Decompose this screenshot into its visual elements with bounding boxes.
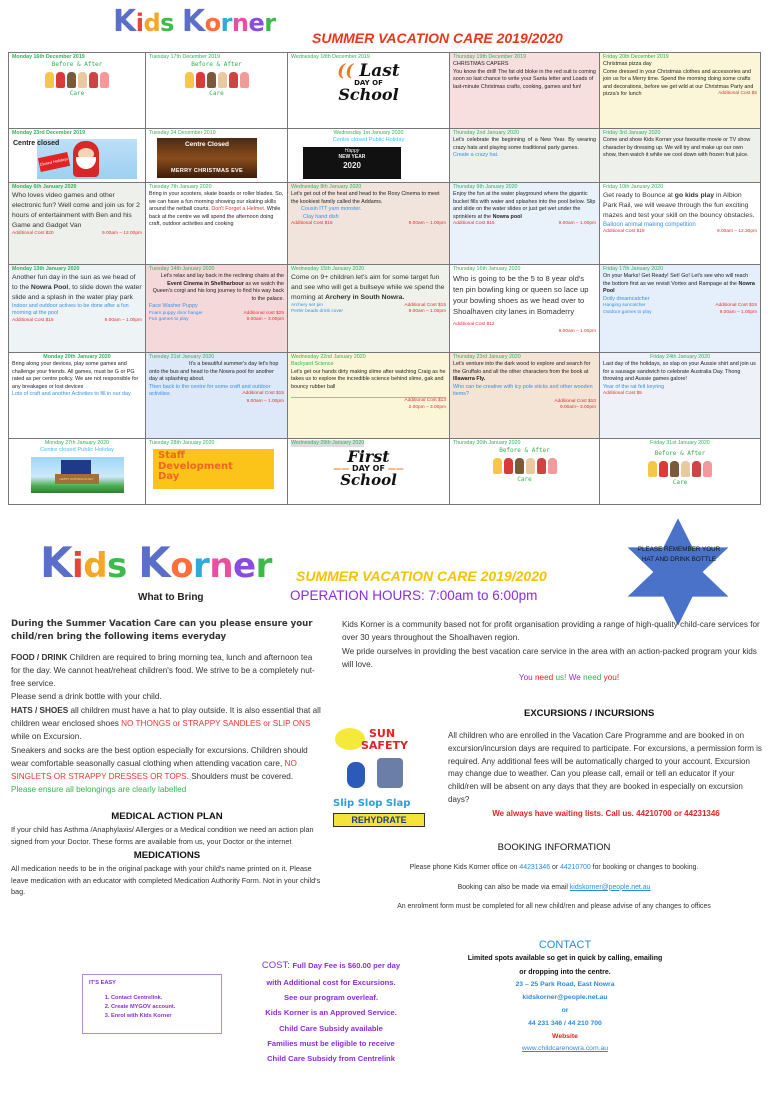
calendar-week-3 (9, 183, 761, 265)
day-cell (288, 265, 450, 353)
day-date: Monday 23rd December 2019 (12, 130, 86, 136)
merry-christmas-eve-image: Centre Closed MERRY CHRISTMAS EVE (157, 138, 257, 178)
day-cell (9, 353, 146, 439)
day-cell (146, 129, 288, 183)
activity-description: Bring along your devices, play some games and challenge your friends. All games, must be G or PG rated as per centre policy. We are not responsible for any breakages or lost devices (12, 361, 139, 390)
activity-description: Let's relax and lay back in the reclining chairs at the Event Cinema in Shellharbour as we watch the Queen's corgi and his long journey to find his way back to the palace. (152, 273, 284, 302)
craft-activity: Cousin ITT yarn monster. (301, 206, 362, 213)
day-date: Friday 10th January 2020 (603, 184, 664, 190)
day-cell (9, 265, 146, 353)
activity-description: Let's get out of the heat and head to the Roxy Cinema to meet the kookiest family called the Addams. (291, 191, 440, 205)
day-date: Tuesday 14th January 2020 (149, 266, 215, 272)
clothing-paragraph: Sneakers and socks are the best option especially for excursions. Children should wear comfortable seasonally casual clothing when attending vacation care, NO SINGLETS OR STRAPPY DRESSES OR TOPS. Shoulders must be covered. (11, 745, 308, 782)
day-cell (288, 439, 450, 505)
day-date: Monday 16th December 2019 (12, 54, 85, 60)
craft-activity: Who can be creative with icy pole sticks and other wooden items? (453, 383, 593, 398)
calendar-week-6 (9, 439, 761, 505)
craft-activity: Clay hand dish (303, 213, 339, 220)
day-cell (146, 353, 288, 439)
cost-info (240, 956, 422, 1066)
day-date: Wednesday 1st January 2020 (333, 130, 404, 136)
day-date: Monday 13th January 2020 (12, 266, 80, 272)
time-range: 9.00am – 1.00pm (558, 329, 596, 335)
activity-description: Come on 9+ children let's aim for some target fun and see who will get a bullseye while we spend the morning at Archery in South Nowra. (291, 274, 445, 301)
day-date: Thursday 23rd January 2020 (453, 354, 521, 360)
craft-activity: Indoor and outdoor actives to be done after a fun morning at the pool (12, 302, 129, 317)
craft-activity: Doily dreamcatcher (603, 295, 650, 302)
day-cell (450, 353, 600, 439)
day-cell (600, 129, 761, 183)
day-date: Friday 24th January 2020 (649, 354, 711, 360)
calendar-week-4 (9, 265, 761, 353)
cost-time-row: Additional Cost $18 9.00am – 1.00pm (291, 221, 446, 227)
staff-development-day-image: Staff Development Day (153, 449, 274, 489)
food-drink-paragraph: FOOD / DRINK Children are required to bring morning tea, lunch and afternoon tea for the day. We cannot heat/reheat children's food. We strive to be a completely nut-free service. (11, 652, 315, 689)
page2-info (0, 540, 768, 1094)
cost-line: Child Care Subsidy from Centrelink (267, 1053, 395, 1063)
time-row: Outdoor games to play 9.00am – 1.00pm (603, 309, 757, 315)
enrol-steps (89, 994, 215, 1021)
activity-description: Enjoy the fun at the water playground where the gigantic bucket fills with water and splashes into the pool below. Slip and slide on the water slides or just get wet under the sprinklers at the Nowra pool (453, 191, 596, 220)
intro-text: During the Summer Vacation Care can you please ensure your child/ren bring the following items everyday (11, 619, 313, 643)
hat-bottle-reminder: PLEASE REMEMBER YOUR HAT AND DRINK BOTTLE (637, 546, 721, 563)
time-row: Perler beads drink cover 9.00am – 1.00pm (291, 309, 446, 315)
cost-time-row: Additional Cost $15 9.00am – 1.00pm (453, 221, 596, 227)
helmet-warning: Don't Forget a Helmet. (211, 206, 266, 213)
additional-cost: Additional Cost $13 (404, 397, 446, 403)
waiting-list-note: We always have waiting lists. Call us. 44210700 or 44231346 (492, 808, 720, 818)
day-date: Monday 27th January 2020 (44, 440, 110, 446)
excursions-heading: EXCURSIONS / INCURSIONS (524, 708, 655, 719)
day-date: Thursday 9th January 2020 (453, 184, 518, 190)
cost-line: Kids Korner is an Approved Service. (265, 1008, 397, 1018)
drink-bottle-text: Please send a drink bottle with your child. (11, 692, 162, 702)
enrol-step: 2. Create MYGOV account. (111, 1003, 215, 1012)
email-link[interactable]: kidskorner@people.net.au (569, 883, 651, 891)
contact-text: or dropping into the centre. (519, 968, 611, 976)
calendar-week-5 (9, 353, 761, 439)
cost-line: Child Care Subsidy available (279, 1023, 383, 1033)
medical-action-plan-text: If your child has Asthma /Anaphylaxis/ Allergies or a Medical condition we need an action plan signed from your Doctor. These forms are available from us, your Doctor or the internet (11, 825, 314, 846)
santa-image: Closed Holidays (37, 139, 137, 179)
contact-text: Limited spots available so get in quick by calling, emailing (467, 955, 663, 963)
activity-description: Another fun day in the sun as we head of to the Nowra Pool, to slide down the water slide and a splash in the water play park (12, 274, 142, 301)
pride-text: We pride ourselves in providing the best vacation care service in the area with an action-packed program your kids will love. (342, 646, 757, 669)
day-cell (288, 53, 450, 129)
contact-section (450, 938, 680, 1056)
day-cell (288, 183, 450, 265)
activity-description: Bring in your scooters, skate boards or roller blades. So, we can have a fun morning showing our skating skills around the netball courts. Don't Forget a Helmet. While back at the centre we will spend the afternoon doing craft, outdoor activities and cooking (149, 191, 284, 228)
day-date: Thursday 19th December 2019 (453, 54, 527, 60)
craft-activity: Lots of craft and another Activities to fill in our day. (12, 391, 132, 398)
public-holiday-note: Centre closed Public Holiday (39, 447, 115, 454)
enrol-step: 3. Enrol with Kids Korner (111, 1012, 215, 1021)
before-after-school-care-image: Before & After Care (12, 61, 142, 98)
additional-cost: Additional Cost $5 (718, 91, 757, 97)
activity-heading: CHRISTMAS CAPERS (453, 61, 509, 68)
day-cell (600, 265, 761, 353)
contact-or: or (561, 1006, 569, 1014)
day-date: Friday 31st January 2020 (650, 440, 710, 446)
first-day-of-school-image: First —— DAY OF —— School (333, 447, 404, 490)
day-date: Friday 20th December 2019 (603, 54, 669, 60)
day-cell (450, 129, 600, 183)
cost-time-row: Additional Cost $18 9.00am – 12.30pm (603, 229, 757, 235)
booking-email-text: Booking can also be made via email kidskorner@people.net.au (457, 883, 651, 891)
activity-description: Who is going to be the 5 to 8 year old's ten pin bowling king or queen so lace up your bowling shoes as we head over to Shoalhaven city lanes in Bomaderry Additional Cost $12 (453, 274, 589, 328)
activity-description: It's a beautiful summer's day let's hop onto the bus and head to the Nowra pool for another day at splashing about. (149, 361, 279, 383)
day-date: Wednesday 22nd January 2020 (291, 354, 366, 360)
activity-description: Get ready to Bounce at go kids play in Albion Park Rail, we will weave through the fun exciting mazes and test your skill on the bouncy obstacles. (603, 192, 755, 219)
time-range: 9.00am– 3.00pm (559, 405, 596, 411)
public-holiday-note: Centre closed Public Holiday (332, 137, 405, 144)
australia-day-image: HAPPY AUSTRALIA DAY (31, 457, 124, 493)
happy-new-year-image: Happy NEW YEAR 2020 (303, 147, 401, 179)
enrol-step: 1. Contact Centrelink. (111, 994, 215, 1003)
day-date: Thursday 2nd January 2020 (453, 130, 519, 136)
what-to-bring-heading: What to Bring (138, 592, 204, 603)
what-to-bring-section (11, 618, 323, 898)
day-cell (600, 53, 761, 129)
reminder-star-icon (622, 516, 734, 628)
activity-description: Come and show Kids Korner your favourite movie or TV show character by dressing up. We will try and make up our own show, then watch it while we cool down with frozen fruit juice. (603, 137, 751, 159)
additional-cost: Additional Cost $10 (554, 398, 596, 404)
day-date: Friday 17th January 2020 (603, 266, 664, 272)
booking-phone-text: Please phone Kids Korner office on 44231346 or 44210700 for booking or changes to booking. (409, 864, 699, 871)
day-date: Thursday 16th January 2020 (453, 266, 521, 272)
about-text: Kids Korner is a community based not for profit organisation providing a range of high-quality child-care services for over 30 years throughout the Shoalhaven region. (342, 620, 760, 643)
time-row: Fun games to play 9.00am – 3.00pm (149, 317, 284, 323)
operation-hours: OPERATION HOURS: 7:00am to 6:00pm (290, 588, 538, 603)
booking-heading: BOOKING INFORMATION (497, 842, 611, 853)
medications-text: All medication needs to be in the original package with your child's name printed on it. Please leave medication with an educator with completed Medication Authority Form. Not in your child's bag. (11, 864, 321, 897)
craft-cost-line: Then back to the centre for some craft and outdoor activities Additional Cost $15 (149, 383, 284, 398)
hats-shoes-paragraph: HATS / SHOES all children must have a hat to play outside. It is also essential that all children wear enclosed shoes NO THONGS or STRAPPY SANDLES or SLIP ONS while on Excursion. (11, 705, 321, 742)
cost-line: See our program overleaf. (283, 993, 379, 1003)
craft-activity: Balloon animal making competition (603, 221, 696, 228)
day-cell (450, 265, 600, 353)
time-range: 9.00am – 1.00pm (246, 398, 284, 404)
activity-description: On your Marks! Get Ready! Set! Go! Let's see who will reach the bottom first as we revisit Vortex and Rampage at the Nowra Pool (603, 273, 755, 295)
its-easy-title: IT'S EASY (89, 980, 116, 986)
day-date: Wednesday 8th January 2020 (291, 184, 362, 190)
day-cell (600, 439, 761, 505)
kids-korner-logo: Kids Korner (113, 4, 276, 39)
page2-title: SUMMER VACATION CARE 2019/2020 (296, 568, 547, 584)
website-label: Website (552, 1032, 578, 1040)
day-cell (288, 129, 450, 183)
day-date: Monday 6th January 2020 (12, 184, 77, 190)
you-need-us-slogan: You need us! We need you! (518, 673, 620, 683)
medications-heading: MEDICATIONS (133, 849, 201, 861)
page-title: SUMMER VACATION CARE 2019/2020 (312, 30, 563, 46)
cost-row: Foam puppy door hanger Additional cost $25 (149, 310, 284, 316)
day-date: Monday 20th January 2020 (43, 354, 111, 360)
sun-safety-image: SUN SAFETY Slip Slop Slap REHYDRATE (333, 726, 425, 834)
day-date: Tuesday 21st January 2020 (149, 354, 215, 360)
its-easy-box (82, 974, 222, 1034)
cost-time-row: Additional Cost $20 9.00am – 12.00pm (12, 230, 142, 236)
activity-description: Come dressed in your Christmas clothes and accessories and join us for a Merry time. Spend the morning doing some crafts and decorations, before we get wild at our Christmas Party and pizza's for lunch Additional Cost $5 (603, 68, 757, 98)
cost-row: Hanging suncatcher Additional Cost $15 (603, 303, 757, 309)
contact-heading: CONTACT (538, 939, 592, 951)
day-cell (9, 129, 146, 183)
day-cell (146, 53, 288, 129)
cost-first-line: COST: Full Day Fee is $60.00 per day (261, 960, 401, 971)
activity-description: Last day of the holidays, so slap on your Aussie shirt and join us for a sausage sandwich to celebrate Australia Day. Thong throwing and Aussie games galore! (603, 361, 756, 383)
cost-line: Families must be eligible to receive (267, 1038, 395, 1048)
day-cell (146, 183, 288, 265)
contact-phones[interactable]: 44 231 346 / 44 210 700 (528, 1019, 602, 1027)
day-cell (9, 53, 146, 129)
about-section (342, 618, 760, 684)
day-cell (9, 183, 146, 265)
excursions-text: All children who are enrolled in the Vacation Care Programme and are booked in on excursion/incursion days are required to participate. For excursions, a permission form is required. Any additional fees will be automatically charged to your account. Excursion may change due to weather. Can you please call, email or tell an educator if your child/ren will be absent on any days that they are booked in especially on excursion days? (448, 731, 762, 804)
calendar-week-1 (9, 53, 761, 129)
day-cell (288, 353, 450, 439)
activity-description: You know the drill! The fat old bloke in the red suit is coming soon so last chance to write your Santa letter and Loads of last-minute Christmas crafts, cooking, games and fun! (453, 68, 596, 90)
last-day-of-school-image: (( Last DAY OF School (337, 61, 400, 105)
day-date: Wednesday 15th January 2020 (291, 266, 365, 272)
medical-action-plan-heading: MEDICAL ACTION PLAN (111, 810, 223, 822)
day-date: Tuesday 24 December 2019 (149, 130, 216, 136)
vacation-calendar (8, 52, 761, 505)
day-cell (450, 183, 600, 265)
day-cell (600, 353, 761, 439)
additional-cost: Additional Cost $12 (453, 322, 495, 328)
day-date: Wednesday 29th January 2020 (291, 440, 365, 446)
cost-row: Archery set pin Additional Cost $15 (291, 302, 446, 308)
time-range: 2.00pm – 3.00pm (408, 404, 446, 410)
enrolment-note: An enrolment form must be completed for all new child/ren and please advise of any changes to offices (397, 903, 711, 911)
cost-line: with Additional cost for Excursions. (266, 978, 396, 987)
day-date: Tuesday 17th December 2019 (149, 54, 221, 60)
website-link[interactable]: www.childcarenowra.com.au (521, 1045, 609, 1053)
activity-description: Let's venture into the dark wood to explore and search for the Gruffalo and all the other characters from the book at Illawarra Fly. (453, 361, 591, 383)
craft-activity: Face Washer Puppy (149, 303, 198, 310)
before-after-school-care-image: Before & After Care (149, 61, 284, 98)
day-cell (600, 183, 761, 265)
day-date: Friday 3rd January 2020 (603, 130, 661, 136)
kids-korner-logo: Kids Korner (40, 538, 272, 587)
day-cell (450, 439, 600, 505)
additional-cost: Additional Cost $5 (603, 391, 642, 397)
calendar-week-2 (9, 129, 761, 183)
day-date: Tuesday 7th January 2020 (149, 184, 212, 190)
activity-description: Who loves video games and other electronic fun? Well come and join us for 2 hours of entertainment with Ben and his Game and Gadget Van (12, 192, 140, 229)
phone-link[interactable]: 44231346 (519, 864, 551, 871)
phone-link[interactable]: 44210700 (560, 864, 591, 871)
day-cell (146, 265, 288, 353)
excursions-section (448, 730, 764, 821)
day-date: Thursday 30th January 2020 (453, 440, 521, 446)
cost-time-row: Additional Cost $15 9.00am – 1.00pm (12, 317, 142, 323)
day-date: Wednesday 18th December 2019 (291, 54, 370, 60)
activity-heading: Backyard Science (291, 361, 334, 368)
day-date: Tuesday 28th January 2020 (149, 440, 215, 446)
contact-email[interactable]: kidskorner@people.net.au (522, 993, 608, 1001)
day-cell (146, 439, 288, 505)
activity-description: Let's get our hands dirty making slime after watching Craig as he takes us to explore the incredible science behind slime, gak and bouncy rubber ball (291, 368, 446, 390)
day-cell (9, 439, 146, 505)
craft-activity: Year of the rat felt keyring (603, 383, 665, 390)
activity-heading: Christmas pizza day (603, 61, 652, 68)
craft-activity: Create a crazy hat. (453, 152, 499, 159)
labelled-note: Please ensure all belongings are clearly labelled (11, 785, 187, 795)
contact-address: 23 – 25 Park Road, East Nowra (515, 980, 615, 988)
before-after-school-care-image: Before & After Care (603, 450, 757, 487)
booking-section (340, 842, 768, 922)
day-cell (450, 53, 600, 129)
activity-description: Let's celebrate the beginning of a New Year. By wearing crazy hats and playing some traditional party games. (453, 137, 596, 151)
centre-closed-label: Centre closed (13, 140, 60, 147)
page1-header (0, 0, 768, 52)
before-after-school-care-image: Before & After Care (453, 447, 596, 484)
